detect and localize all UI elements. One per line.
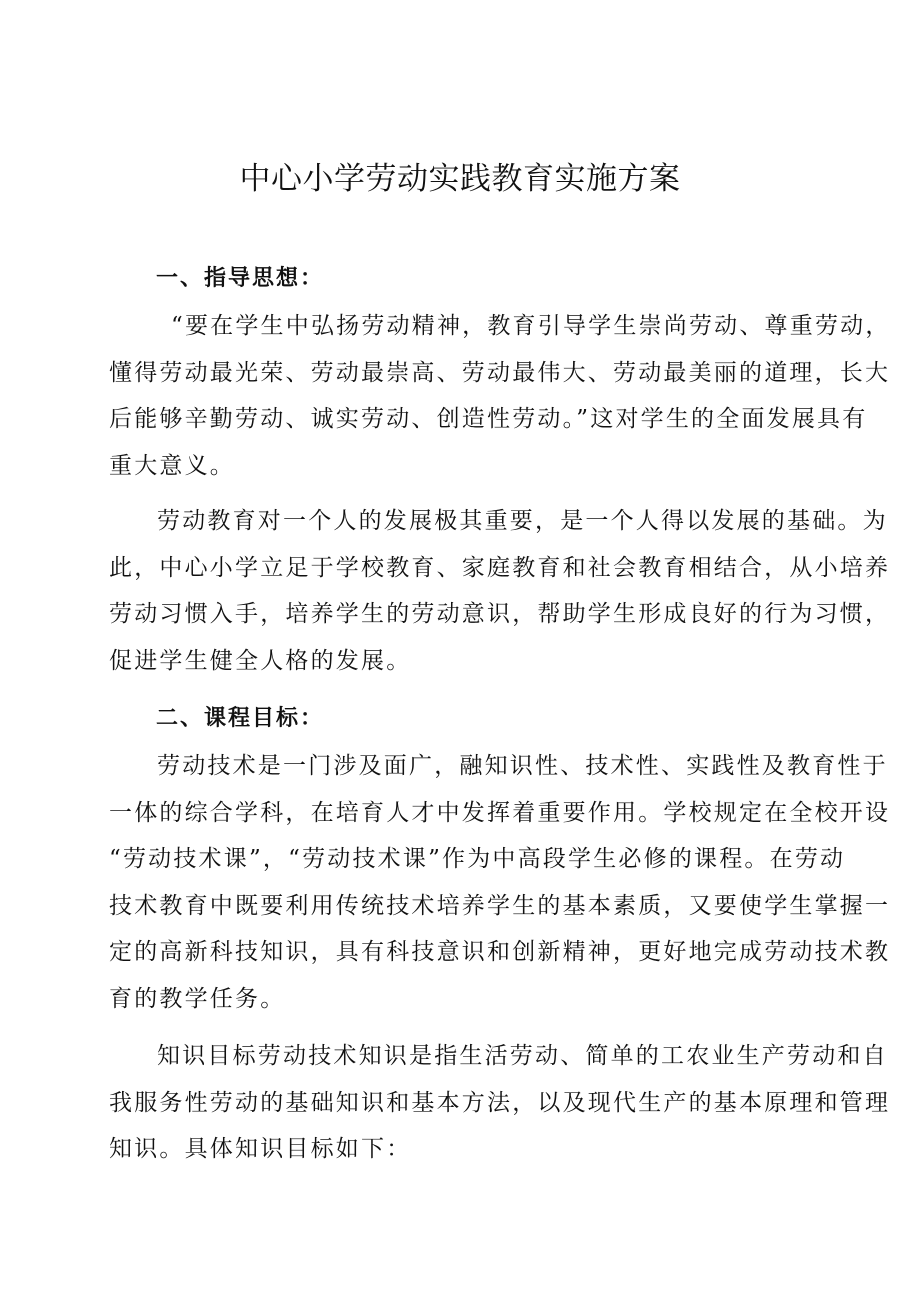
paragraph-line: 劳动教育对一个人的发展极其重要，是一个人得以发展的基础。为 [157,508,888,534]
paragraph-line: 重大意义。 [109,452,235,479]
paragraph-line: 劳动技术是一门涉及面广，融知识性、技术性、实践性及教育性于 [157,753,888,779]
paragraph-line: 劳动习惯入手，培养学生的劳动意识，帮助学生形成良好的行为习惯， [109,601,891,627]
paragraph-line: “要在学生中弘扬劳动精神，教育引导学生崇尚劳动、尊重劳动， [171,313,891,339]
section-heading-course-goals: 二、课程目标： [156,706,325,731]
paragraph-line: 定的高新科技知识，具有科技意识和创新精神，更好地完成劳动技术教 [109,939,891,965]
section-heading-guiding-ideology: 一、指导思想： [156,266,325,291]
paragraph-quote [109,303,891,489]
paragraph-line: 促进学生健全人格的发展。 [109,647,412,674]
paragraph-line: 知识。具体知识目标如下： [109,1136,412,1162]
paragraph-knowledge-goals [109,1033,891,1173]
paragraph-line: “劳动技术课”，“劳动技术课”作为中高段学生必修的课程。在劳动 [109,846,846,872]
paragraph-line: 一体的综合学科，在培育人才中发挥着重要作用。学校规定在全校开设 [109,799,891,826]
document-title: 中心小学劳动实践教育实施方案 [239,161,681,197]
paragraph-line: 懂得劳动最光荣、劳动最崇高、劳动最伟大、劳动最美丽的道理，长大 [109,359,891,386]
paragraph-labor-technology [109,743,891,1022]
paragraph-line: 此，中心小学立足于学校教育、家庭教育和社会教育相结合，从小培养 [109,554,891,581]
paragraph-line: 技术教育中既要利用传统技术培养学生的基本素质，又要使学生掌握一 [109,892,891,919]
paragraph-labor-education [109,498,891,684]
paragraph-line: 后能够辛勤劳动、诚实劳动、创造性劳动。”这对学生的全面发展具有 [109,406,868,432]
paragraph-line: 知识目标劳动技术知识是指生活劳动、简单的工农业生产劳动和自 [157,1043,888,1069]
paragraph-line: 我服务性劳动的基础知识和基本方法，以及现代生产的基本原理和管理 [109,1089,891,1116]
paragraph-line: 育的教学任务。 [109,985,286,1012]
